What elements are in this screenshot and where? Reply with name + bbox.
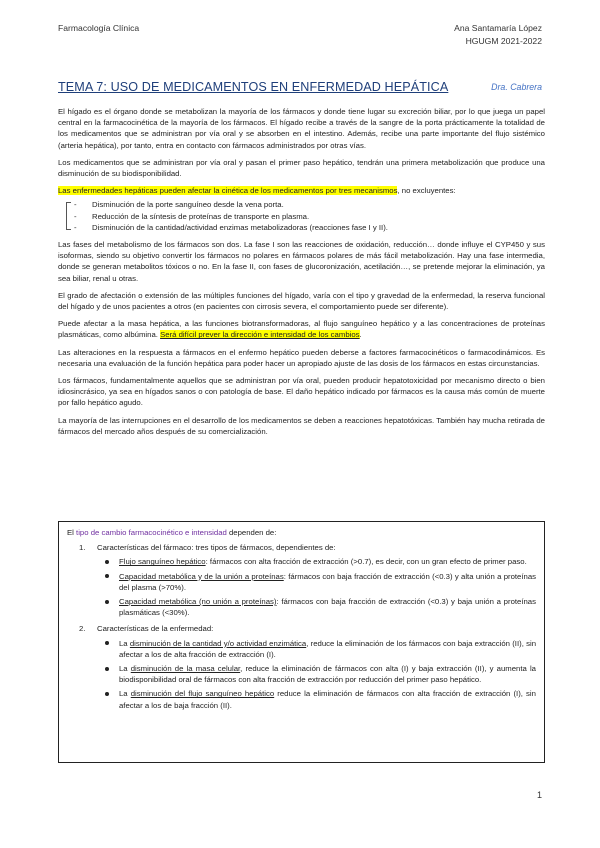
paragraph-interruptions: La mayoría de las interrupciones en el desarrollo de los medicamentos se deben a reacciones hepatotóxicas. También hay mucha retirada de fármacos del mercado años después de su comercialización. [58,415,545,436]
summary-box [58,521,545,763]
bullet-item [67,596,536,618]
text-span: , no excluyentes: [397,186,456,196]
bullet-dot [105,692,109,696]
dash-bullet: - [74,211,77,221]
paragraph-metabolism-phases: Las fases del metabolismo de los fármacos son dos. La fase I son las reacciones de oxidación, reducción… donde influye el CYP450 y sus isoformas, siendo su objetivo convertir los fármacos no polares en fármacos polares de más fácil metabolización. Hay una fase intermedia, donde se generan metabolitos tóxicos o no. En la fase II, con fases de glucoronización, acetilación…, se pretende mejorar la eliminación, ya sea biliar, renal u otras. [58,240,545,283]
underlined-term: disminución de la cantidad y/o actividad enzimática [129,638,307,648]
bullet-dot [105,574,109,578]
header-institution-year: HGUGM 2021-2022 [465,36,542,46]
text-span: El [67,528,77,537]
lecturer-name: Dra. Cabrera [491,82,542,92]
bullet-item [67,556,536,567]
title-row [58,80,542,96]
list-item [58,222,545,233]
paragraph-intro: El hígado es el órgano donde se metabolizan la mayoría de los fármacos y donde tiene lugar su excreción biliar, por lo que juega un papel central en la farmacocinética de la mayoría de los fármacos. El hígado recibe a través de la sangre de la porta prácticamente la totalidad de los medicamentos que se administran por vía oral y se absorben en el intestino. Además, recibe una parte importante del flujo sistémico (arteria hepática), por tanto, entra en contacto con fármacos administrados por otras vías. [58,107,545,150]
bullet-text: : fármacos con alta fracción de extracción (>0.7), es decir, con un gran efecto de primer paso. [205,557,527,567]
item-number: 1. [79,543,86,553]
highlighted-text: Será difícil prever la dirección e intensidad de los cambios [160,330,360,340]
bullet-text: , reduce la eliminación de fármacos con alta (I) y baja extracción (II), y aumenta la biodisponibilidad oral de fármacos con alta fracción de extracción por reducción del primer paso hepático. [119,664,536,685]
text-span: La [119,664,131,674]
bullet-item [67,663,536,685]
text-span: dependen de: [226,528,277,537]
bullet-item [67,638,536,660]
dash-bullet: - [74,200,77,210]
header-student-name: Ana Santamaría López [454,23,542,33]
dash-bullet: - [74,222,77,232]
underlined-term: disminución de la masa celular [130,664,241,674]
text-span: La [119,638,130,648]
box-intro [67,527,536,538]
item-text: Características del fármaco: tres tipos de fármacos, dependientes de: [97,543,336,553]
bullet-dot [105,667,109,671]
numbered-item-disease [67,623,536,634]
paragraph-alterations: Las alteraciones en la respuesta a fármacos en el enfermo hepático pueden deberse a factores farmacocinéticos o farmacodinámicos. Es necesaria una evaluación de la función hepática para poder hacer un apropiado ajuste de las dosis de los fármacos en estas circunstancias. [58,347,545,368]
paragraph-hepatotoxicity: Los fármacos, fundamentalmente aquellos que se administran por vía oral, pueden producir hepatotoxicidad por mecanismo directo o bien idiosincrásico, ya sea en hígados sanos o con patología de base. El daño hepático indicado por fármacos es la causa más común de muerte por fallo hepático agudo. [58,376,545,408]
bullet-item [67,571,536,593]
text-span: La [119,689,131,699]
underlined-term: Flujo sanguíneo hepático [119,557,206,567]
list-item [58,211,545,222]
item-number: 2. [79,624,86,634]
numbered-item-drug [67,542,536,553]
underlined-term: Capacidad metabólica (no unión a proteínas) [119,597,277,607]
header-course: Farmacología Clínica [58,23,140,33]
highlighted-text: Las enfermedades hepáticas pueden afectar la cinética de los medicamentos por tres mecanismos [58,186,398,196]
bullet-text: : fármacos con baja fracción de extracción (<0.3) y baja unión a proteínas plasmáticas (<30%). [119,597,536,618]
bullet-dot [105,641,109,645]
text-span: . [359,330,362,340]
bullet-dot [105,560,109,564]
paragraph-first-pass: Los medicamentos que se administran por vía oral y pasan el primer paso hepático, tendrán una primera metabolización que produce una disminución de su biodisponibilidad. [58,157,545,179]
paragraph-mechanisms [58,185,545,196]
list-item-text: Reducción de la síntesis de proteínas de transporte en plasma. [92,211,310,221]
mechanisms-list [58,199,545,233]
main-text [58,106,545,443]
bullet-item [67,688,536,710]
header-author-info [454,22,542,48]
underlined-term: Capacidad metabólica y de la unión a proteínas [119,571,284,581]
bullet-dot [105,600,109,604]
purple-text: tipo de cambio farmacocinético e intensidad [76,528,227,537]
item-text: Características de la enfermedad: [97,624,214,634]
bullet-text: reduce la eliminación de fármacos con alta fracción de extracción (I), sin afectar a los de baja fracción (II). [119,689,536,710]
text-span: Puede afectar a la masa hepática, a las funciones biotransformadoras, al flujo sanguíneo hepático y a las concentraciones de proteínas plasmáticas, como albúmina. [58,319,545,340]
paragraph-degree: El grado de afectación o extensión de las múltiples funciones del hígado, varía con el tipo y gravedad de la enfermedad, la reserva funcional del hígado y de unos pacientes a otros (en pacientes con cirrosis severa, el comportamiento puede ser diferente). [58,290,545,312]
list-item-text: Disminución de la cantidad/actividad enzimas metabolizadoras (reacciones fase I y II). [92,222,388,232]
list-item-text: Disminución de la porte sanguíneo desde la vena porta. [92,200,284,210]
bullet-text: , reduce la eliminación de los fármacos con baja extracción (II), sin afectar a los de alta fracción de extracción (I). [119,638,537,659]
page-title: TEMA 7: USO DE MEDICAMENTOS EN ENFERMEDAD HEPÁTICA [58,80,449,94]
list-item [58,199,545,210]
page-number: 1 [536,790,542,800]
paragraph-hepatic-mass [58,318,545,340]
underlined-term: disminución del flujo sanguíneo hepático [130,689,275,699]
bullet-text: : fármacos con baja fracción de extracción (<0.3) y alta unión a proteínas del plasma (>70%). [119,571,537,592]
